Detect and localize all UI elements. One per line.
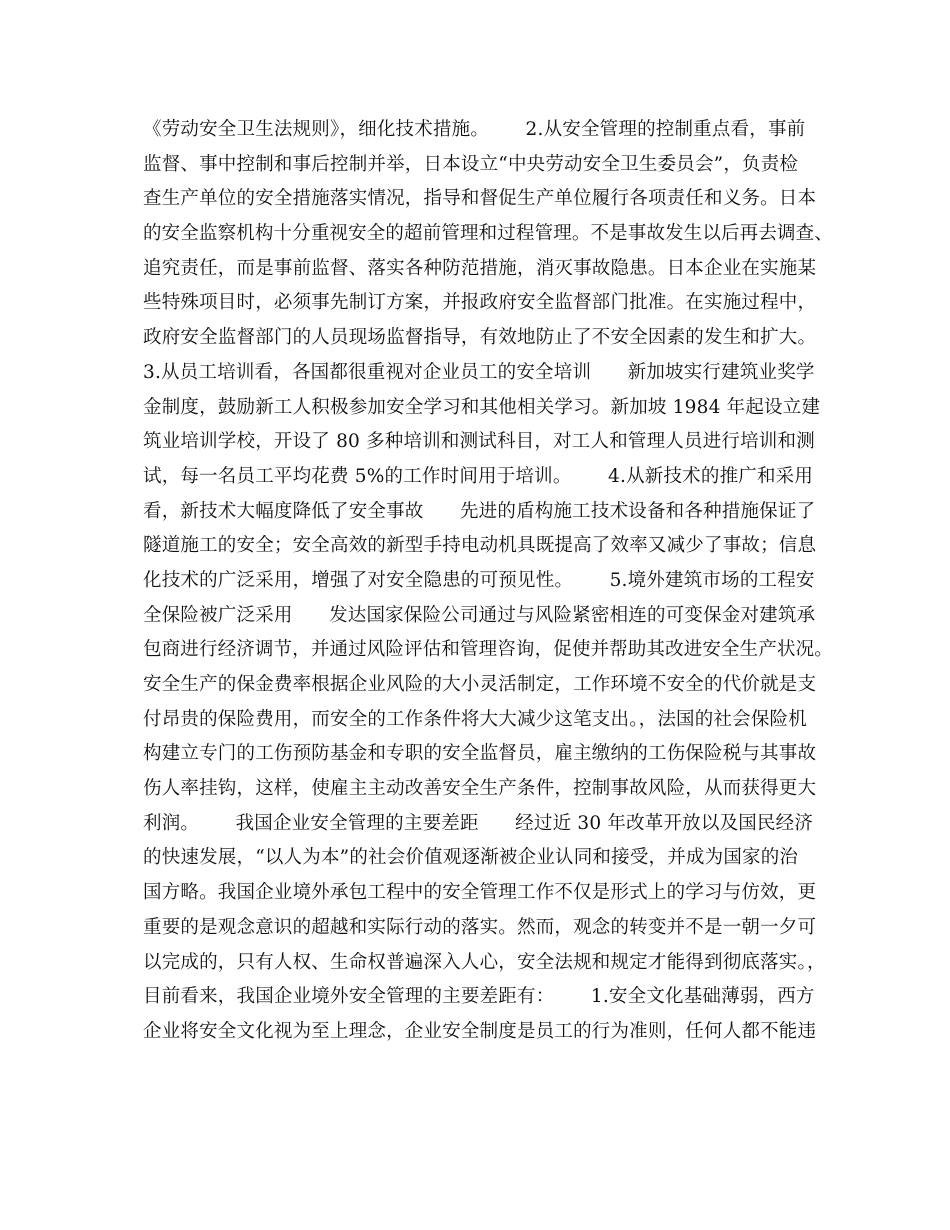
text-line: 包商进行经济调节，并通过风险评估和管理咨询，促使并帮助其改进安全生产状况。 [143, 639, 833, 661]
text-line: 追究责任，而是事前监督、落实各种防范措施，消灭事故隐患。日本企业在实施某 [143, 257, 817, 279]
text-line: 隧道施工的安全；安全高效的新型手持电动机具既提高了效率又减少了事故；信息 [143, 535, 817, 557]
text-line: 重要的是观念意识的超越和实际行动的落实。然而，观念的转变并不是一朝一夕可 [143, 916, 817, 938]
text-line: 付昂贵的保险费用，而安全的工作条件将大大减少这笔支出。，法国的社会保险机 [143, 708, 807, 730]
text-line: 监督、事中控制和事后控制并举，日本设立“中央劳动安全卫生委员会”，负责检 [143, 153, 799, 175]
text-line: 试，每一名员工平均花费 5%的工作时间用于培训。 4.从新技术的推广和采用 [143, 465, 814, 487]
text-line: 《劳动安全卫生法规则》，细化技术措施。 2.从安全管理的控制重点看，事前 [143, 119, 806, 140]
text-line: 安全生产的保金费率根据企业风险的大小灵活制定，工作环境不安全的代价就是支 [143, 674, 817, 695]
text-line: 目前看来，我国企业境外安全管理的主要差距有： 1.安全文化基础薄弱，西方 [143, 986, 815, 1008]
text-line: 化技术的广泛采用，增强了对安全隐患的可预见性。 5.境外建筑市场的工程安 [143, 569, 815, 591]
text-line: 利润。 我国企业安全管理的主要差距 经过近 30 年改革开放以及国民经济 [143, 812, 814, 834]
text-line: 伤人率挂钩，这样，使雇主主动改善安全生产条件，控制事故风险，从而获得更大 [143, 778, 817, 800]
text-line: 的安全监察机构十分重视安全的超前管理和过程管理。不是事故发生以后再去调查、 [143, 223, 833, 245]
text-line: 些特殊项目时，必须事先制订方案，并报政府安全监督部门批准。在实施过程中， [143, 292, 817, 314]
text-line: 查生产单位的安全措施落实情况，指导和督促生产单位履行各项责任和义务。日本 [143, 188, 817, 210]
text-line: 3.从员工培训看，各国都很重视对企业员工的安全培训 新加坡实行建筑业奖学 [143, 361, 815, 383]
text-line: 全保险被广泛采用 发达国家保险公司通过与风险紧密相连的可变保金对建筑承 [143, 604, 816, 626]
text-line: 国方略。我国企业境外承包工程中的安全管理工作不仅是形式上的学习与仿效，更 [143, 882, 817, 904]
text-line: 金制度，鼓励新工人积极参加安全学习和其他相关学习。新加坡 1984 年起设立建 [143, 396, 821, 418]
body-text [143, 116, 833, 1053]
text-line: 企业将安全文化视为至上理念，企业安全制度是员工的行为准则，任何人都不能违 [143, 1020, 817, 1042]
text-line: 以完成的，只有人权、生命权普遍深入人心，安全法规和规定才能得到彻底落实。， [143, 951, 826, 973]
text-line: 筑业培训学校，开设了 80 多种培训和测试科目，对工人和管理人员进行培训和测 [143, 431, 815, 453]
text-line: 看，新技术大幅度降低了安全事故 先进的盾构施工技术设备和各种措施保证了 [143, 500, 816, 522]
text-line: 政府安全监督部门的人员现场监督指导，有效地防止了不安全因素的发生和扩大。 [143, 327, 817, 349]
text-line: 构建立专门的工伤预防基金和专职的安全监督员，雇主缴纳的工伤保险税与其事故 [143, 743, 817, 765]
text-line: 的快速发展，“以人为本”的社会价值观逐渐被企业认同和接受，并成为国家的治 [143, 847, 799, 869]
